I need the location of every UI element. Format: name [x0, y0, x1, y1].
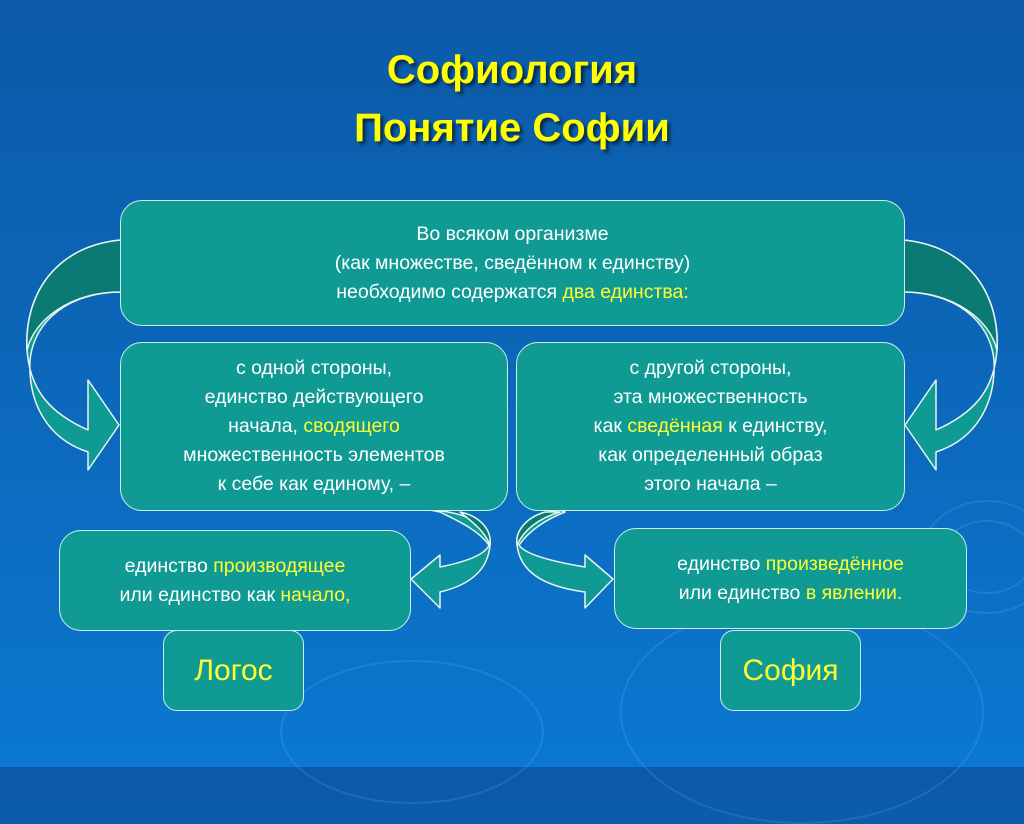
- slide-title: Софиология: [386, 48, 638, 92]
- text-line: [677, 550, 904, 579]
- text-line: [120, 581, 351, 610]
- text-line: [416, 220, 608, 249]
- highlighted-text: начало,: [280, 583, 351, 606]
- text-segment: единство: [677, 552, 766, 575]
- right-box: [516, 342, 905, 511]
- text-line: [598, 441, 823, 470]
- logos-label: Логос: [194, 654, 273, 687]
- text-line: [679, 579, 903, 608]
- slide-subtitle: Понятие Софии: [354, 106, 670, 150]
- highlighted-text: в явлении.: [805, 581, 903, 604]
- text-segment: или единство как: [119, 583, 281, 606]
- text-line: [236, 354, 392, 383]
- text-segment: с одной стороны,: [235, 357, 393, 379]
- text-segment: или единство: [678, 581, 806, 604]
- text-line: [613, 383, 807, 412]
- text-line: [205, 383, 424, 412]
- highlighted-text: сводящего: [303, 415, 400, 437]
- text-segment: этого начала –: [644, 473, 777, 495]
- curved-arrow-left-shadow-icon: [27, 240, 121, 350]
- left-box: [120, 342, 508, 511]
- text-line: [183, 441, 445, 470]
- highlighted-text: сведённая: [627, 415, 723, 437]
- bottom-right-box: [614, 528, 967, 629]
- text-segment: к единству,: [722, 415, 828, 437]
- highlighted-text: производящее: [213, 554, 346, 577]
- text-segment: Во всяком организме: [416, 222, 609, 245]
- curved-arrow-right-shadow-icon: [903, 240, 997, 350]
- text-segment: с другой стороны,: [629, 357, 792, 379]
- text-segment: единство действующего: [204, 386, 424, 408]
- text-segment: множественность элементов: [183, 444, 445, 466]
- text-line: [594, 412, 828, 441]
- sophia-box: [720, 630, 861, 711]
- text-segment: необходимо содержатся: [336, 280, 563, 303]
- text-line: [218, 470, 411, 499]
- text-segment: как: [593, 415, 628, 437]
- text-segment: как определенный образ: [598, 444, 823, 466]
- bottom-left-box: [59, 530, 411, 631]
- text-line: [125, 552, 346, 581]
- text-line: [228, 412, 400, 441]
- sophia-label: София: [742, 654, 839, 687]
- text-segment: к себе как единому, –: [217, 473, 411, 495]
- top-box: [120, 200, 905, 326]
- text-line: [336, 278, 689, 307]
- text-segment: начала,: [228, 415, 304, 437]
- text-segment: единство: [124, 554, 214, 577]
- text-line: [335, 249, 690, 278]
- text-segment: (как множестве, сведённом к единству): [334, 251, 691, 274]
- text-line: [644, 470, 777, 499]
- highlighted-text: произведённое: [765, 552, 904, 575]
- highlighted-text: два единства:: [562, 280, 689, 303]
- logos-box: [163, 630, 304, 711]
- text-line: [630, 354, 792, 383]
- text-segment: эта множественность: [613, 386, 808, 408]
